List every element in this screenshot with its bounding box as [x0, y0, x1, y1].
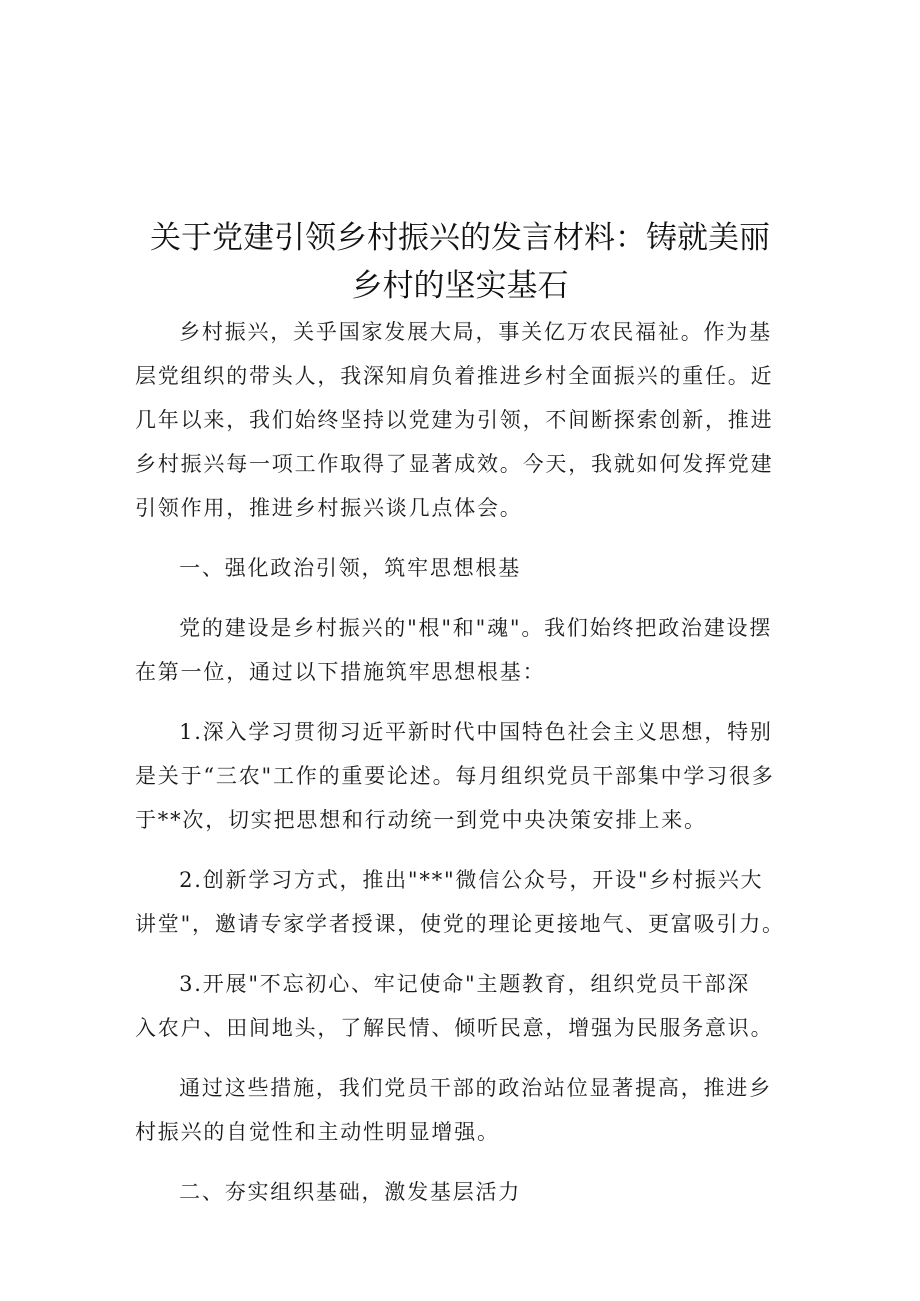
text-line: 入农户、田间地头，了解民情、倾听民意，增强为民服务意识。	[135, 1016, 774, 1040]
list-item-2	[135, 858, 785, 946]
text-line: 党的建设是乡村振兴的"根"和"魂"。我们始终把政治建设摆	[179, 616, 773, 640]
section-heading-2	[135, 1170, 785, 1214]
text-line: 于**次，切实把思想和行动统一到党中央决策安排上来。	[135, 808, 707, 832]
heading-line: 二、夯实组织基础，激发基层活力	[179, 1180, 522, 1204]
paragraph-intro	[135, 310, 785, 530]
list-item-3	[135, 962, 785, 1050]
text-line: 层党组织的带头人，我深知肩负着推进乡村全面振兴的重任。近	[135, 364, 774, 388]
heading-line: 一、强化政治引领，筑牢思想根基	[179, 556, 522, 580]
paragraph-summary	[135, 1066, 785, 1154]
document-body	[135, 310, 785, 1214]
text-line: 乡村振兴每一项工作取得了显著成效。今天，我就如何发挥党建	[135, 452, 774, 476]
paragraph-party-building	[135, 606, 785, 694]
document-title	[0, 214, 920, 310]
text-line: 乡村振兴，关乎国家发展大局，事关亿万农民福祉。作为基	[179, 320, 772, 344]
text-line: 1.深入学习贯彻习近平新时代中国特色社会主义思想，特别	[179, 720, 773, 744]
text-line: 是关于“三农"工作的重要论述。每月组织党员干部集中学习很多	[135, 764, 775, 788]
text-line: 村振兴的自觉性和主动性明显增强。	[135, 1120, 500, 1144]
text-line: 在第一位，通过以下措施筑牢思想根基：	[135, 660, 546, 684]
text-line: 3.开展"不忘初心、牢记使命"主题教育，组织党员干部深	[179, 972, 751, 996]
list-item-1	[135, 710, 785, 842]
text-line: 引领作用，推进乡村振兴谈几点体会。	[135, 496, 523, 520]
title-line-2: 乡村的坚实基石	[351, 268, 569, 304]
text-line: 通过这些措施，我们党员干部的政治站位显著提高，推进乡	[179, 1076, 772, 1100]
text-line: 讲堂"，邀请专家学者授课，使党的理论更接地气、更富吸引力。	[135, 912, 785, 936]
text-line: 2.创新学习方式，推出"**"微信公众号，开设"乡村振兴大	[179, 868, 764, 892]
section-heading-1	[135, 546, 785, 590]
title-line-1: 关于党建引领乡村振兴的发言材料：铸就美丽	[150, 220, 770, 256]
text-line: 几年以来，我们始终坚持以党建为引领，不间断探索创新，推进	[135, 408, 774, 432]
